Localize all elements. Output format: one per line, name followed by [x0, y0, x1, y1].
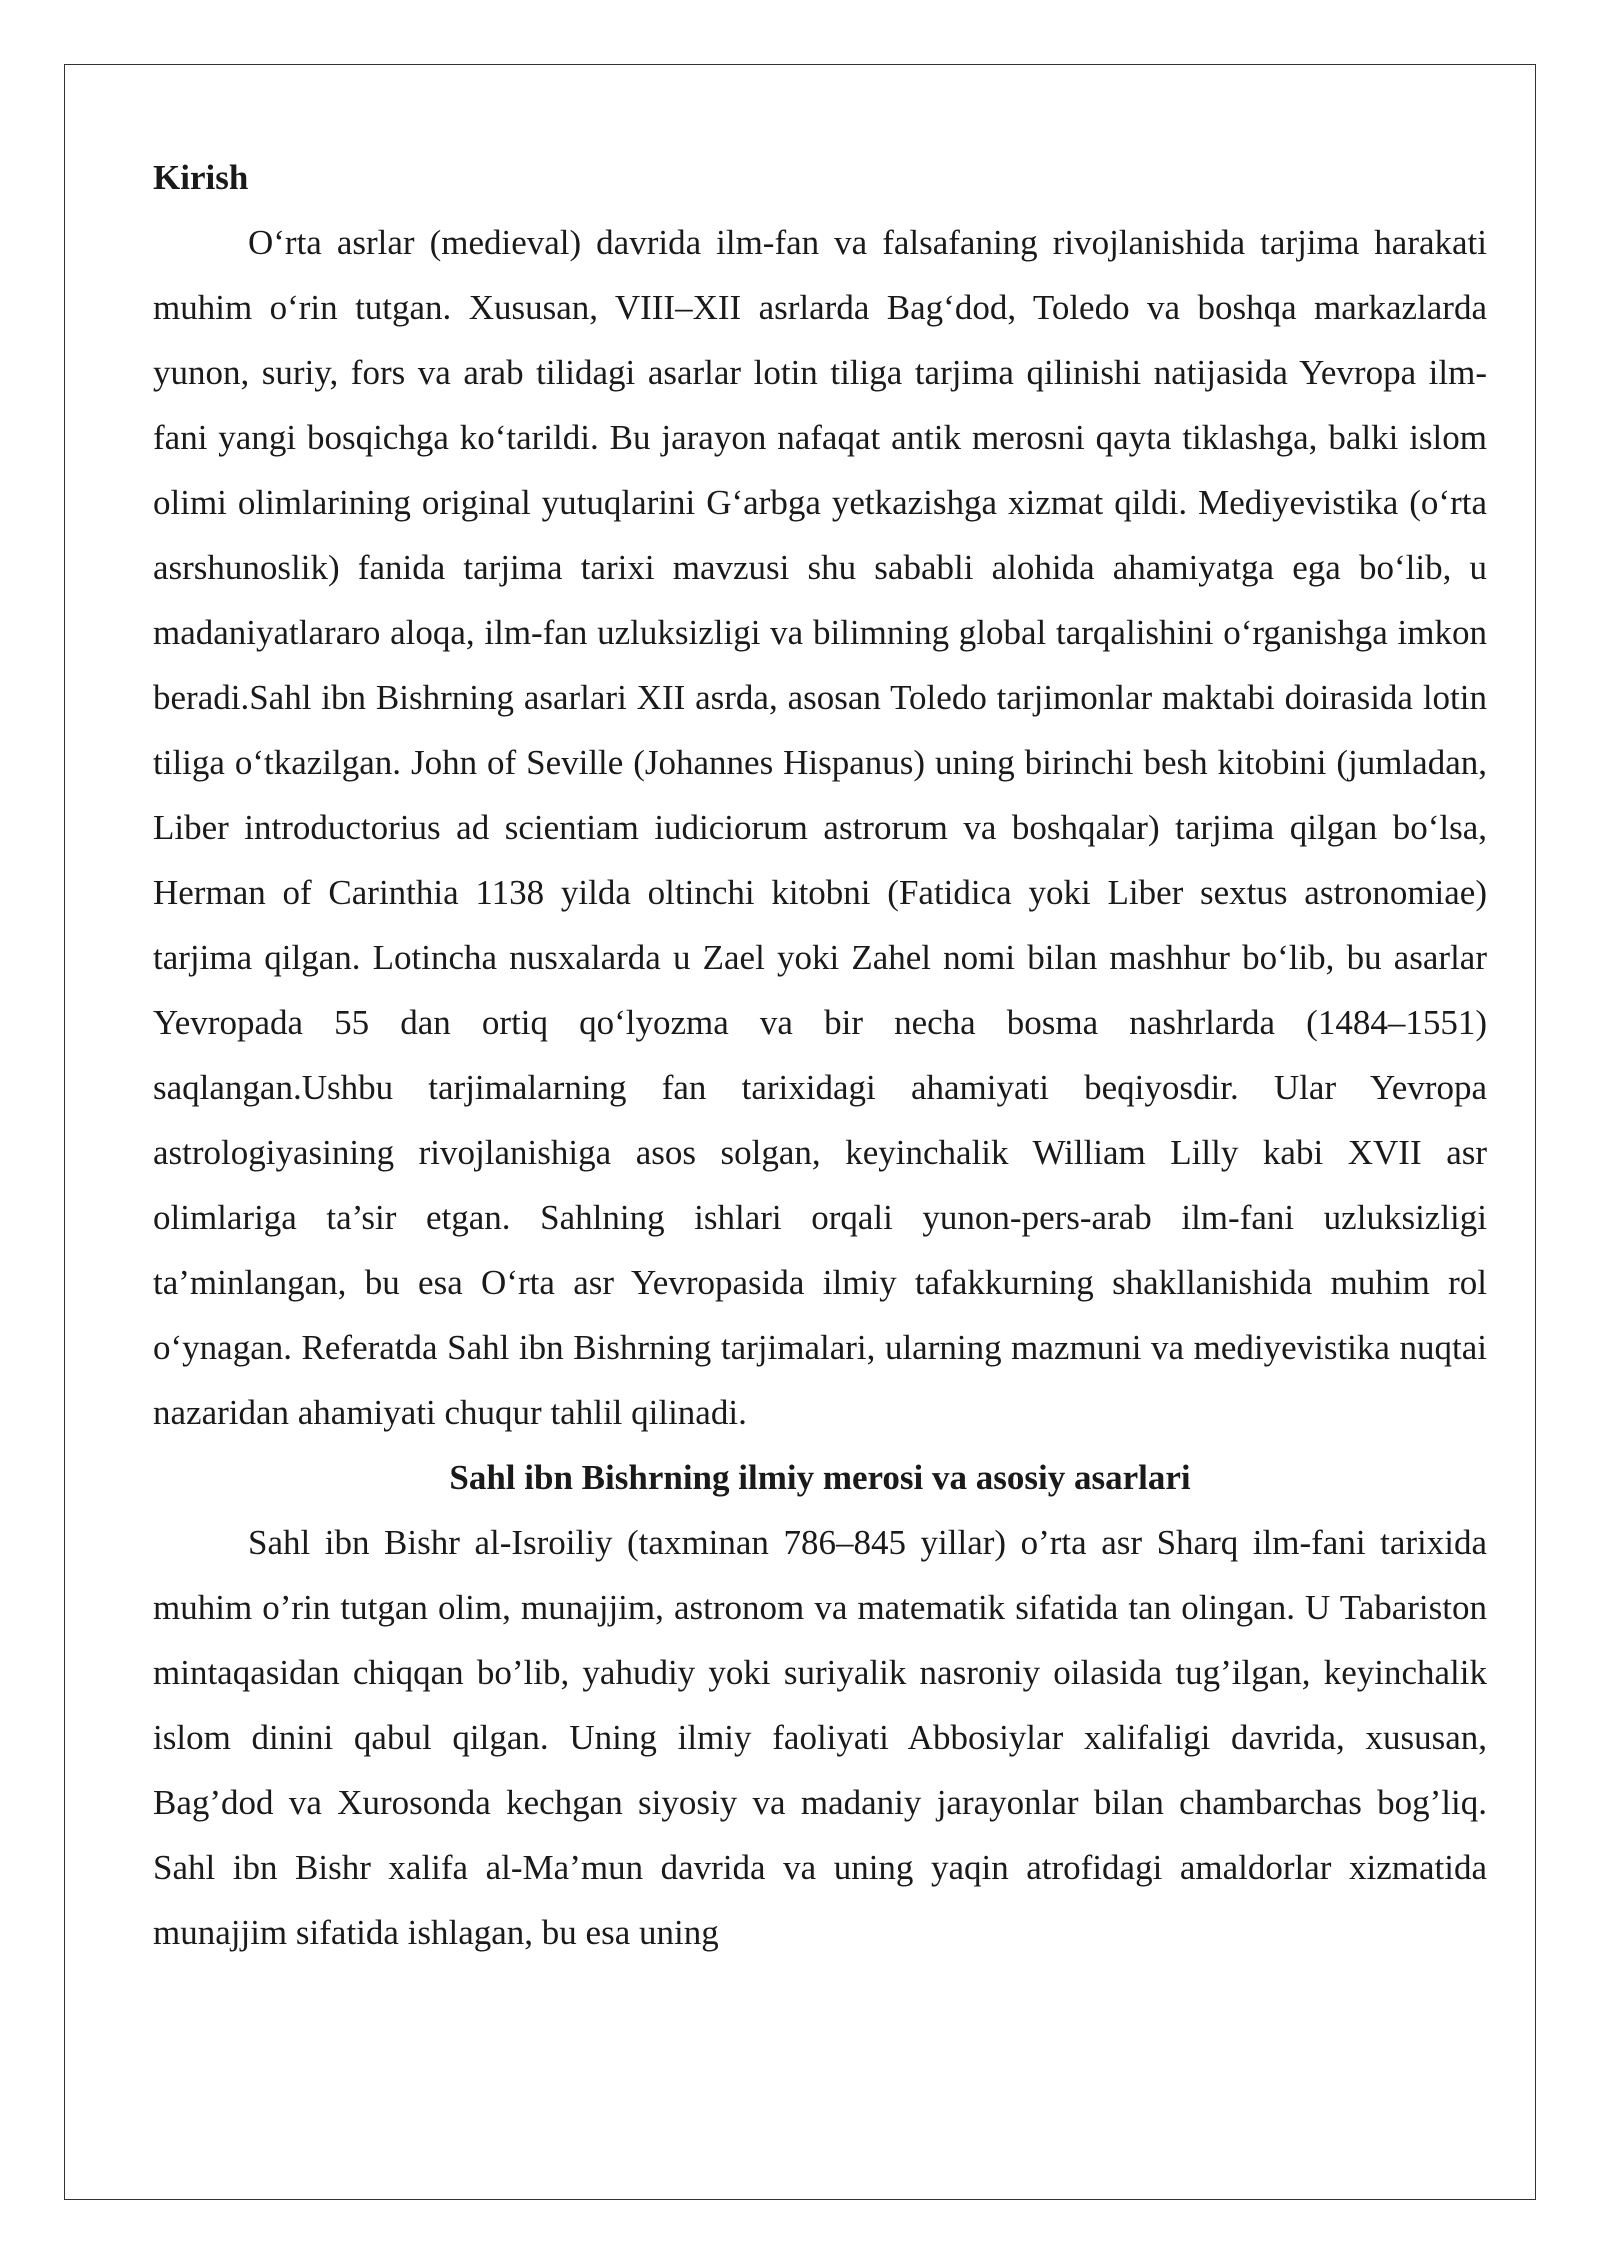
intro-paragraph: O‘rta asrlar (medieval) davrida ilm-fan va falsafaning rivojlanishida tarjima harakati muhim o‘rin tutgan. Xususan, VIII–XII asrlarda Bag‘dod, Toledo va boshqa markazlarda yunon, suriy, fors va arab tilidagi asarlar lotin tiliga tarjima qilinishi natijasida Yevropa ilm-fani yangi bosqichga ko‘tarildi. Bu jarayon nafaqat antik merosni qayta tiklashga, balki islom olimi olimlarining original yutuqlarini G‘arbga yetkazishga xizmat qildi. Mediyevistika (o‘rta asrshunoslik) fanida tarjima tarixi mavzusi shu sababli alohida ahamiyatga ega bo‘lib, u madaniyatlararo aloqa, ilm-fan uzluksizligi va bilimning global tarqalishini o‘rganishga imkon beradi.Sahl ibn Bishrning asarlari XII asrda, asosan Toledo tarjimonlar maktabi doirasida lotin tiliga o‘tkazilgan. John of Seville (Johannes Hispanus) uning birinchi besh kitobini (jumladan, Liber introductorius ad scientiam iudiciorum astrorum va boshqalar) tarjima qilgan bo‘lsa, Herman of Carinthia 1138 yilda oltinchi kitobni (Fatidica yoki Liber sextus astronomiae) tarjima qilgan. Lotincha nusxalarda u Zael yoki Zahel nomi bilan mashhur bo‘lib, bu asarlar Yevropada 55 dan ortiq qo‘lyozma va bir necha bosma nashrlarda (1484–1551) saqlangan.Ushbu tarjimalarning fan tarixidagi ahamiyati beqiyosdir. Ular Yevropa astrologiyasining rivojlanishiga asos solgan, keyinchalik William Lilly kabi XVII asr olimlariga ta’sir etgan. Sahlning ishlari orqali yunon-pers-arab ilm-fani uzluksizligi ta’minlangan, bu esa O‘rta asr Yevropasida ilmiy tafakkurning shakllanishida muhim rol o‘ynagan. Referatda Sahl ibn Bishrning tarjimalari, ularning mazmuni va mediyevistika nuqtai nazaridan ahamiyati chuqur tahlil qilinadi.: [153, 223, 1487, 1432]
section-heading: Sahl ibn Bishrning ilmiy merosi va asosiy asarlari: [449, 1458, 1191, 1497]
intro-heading: Kirish: [153, 158, 249, 197]
section-paragraph: Sahl ibn Bishr al-Isroiliy (taxminan 786–845 yillar) o’rta asr Sharq ilm-fani tarixida muhim o’rin tutgan olim, munajjim, astronom va matematik sifatida tan olingan. U Tabariston mintaqasidan chiqqan bo’lib, yahudiy yoki suriyalik nasroniy oilasida tug’ilgan, keyinchalik islom dinini qabul qilgan. Uning ilmiy faoliyati Abbosiylar xalifaligi davrida, xususan, Bag’dod va Xurosonda kechgan siyosiy va madaniy jarayonlar bilan chambarchas bog’liq. Sahl ibn Bishr xalifa al-Ma’mun davrida va uning yaqin atrofidagi amaldorlar xizmatida munajjim sifatida ishlagan, bu esa uning: [153, 1523, 1487, 1952]
document-body: [153, 145, 1487, 1965]
